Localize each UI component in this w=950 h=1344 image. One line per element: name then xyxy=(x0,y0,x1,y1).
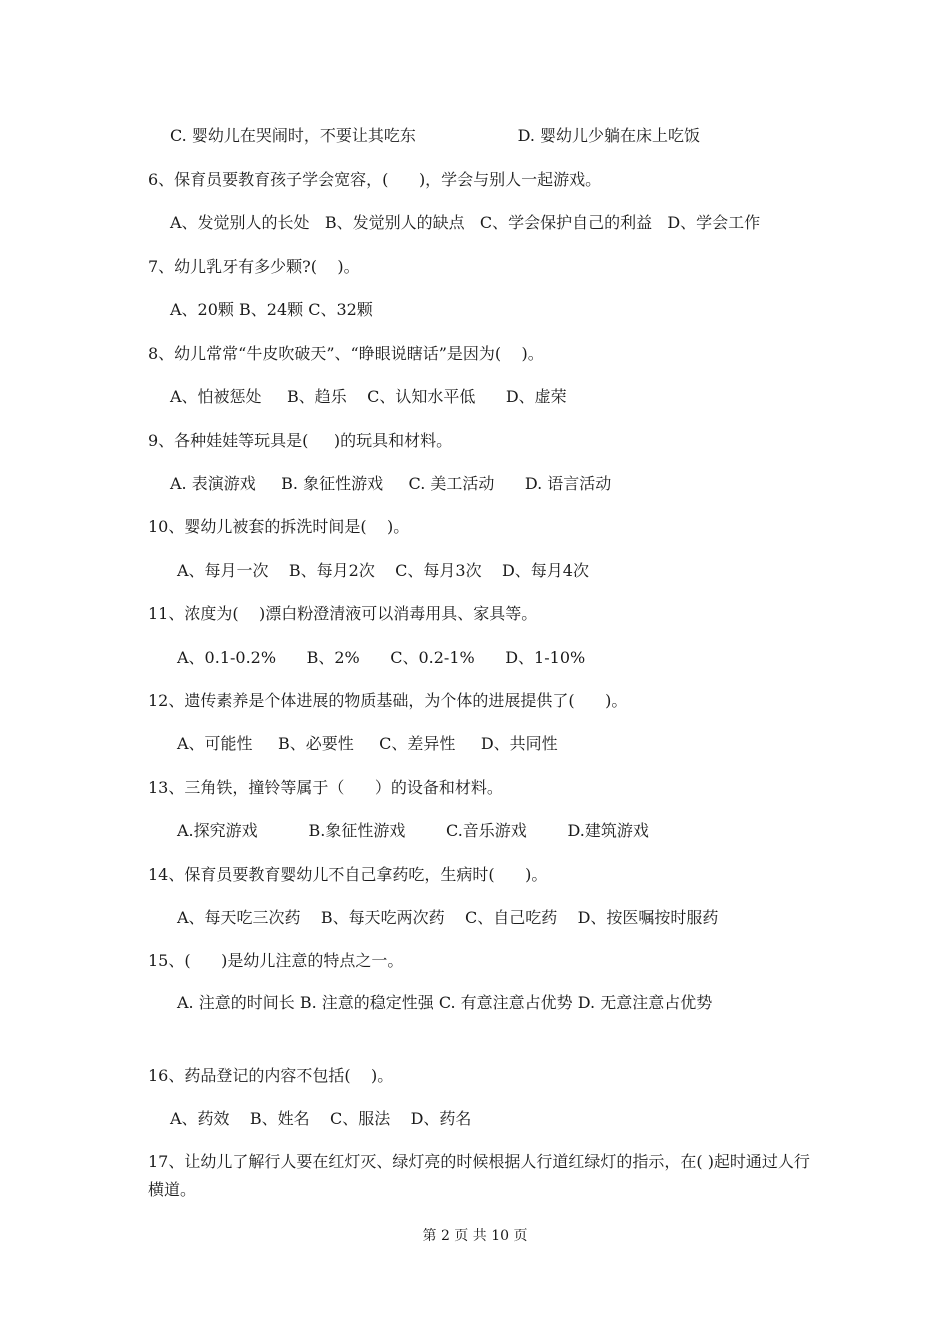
question-5-options-cd: C. 婴幼儿在哭闹时，不要让其吃东 D. 婴幼儿少躺在床上吃饭 xyxy=(170,126,700,145)
question-12-options: A、可能性 B、必要性 C、差异性 D、共同性 xyxy=(177,734,558,753)
question-7-options: A、20颗 B、24颗 C、32颗 xyxy=(170,300,373,319)
question-6: 6、保育员要教育孩子学会宽容，( )，学会与别人一起游戏。 xyxy=(148,170,602,189)
question-13: 13、三角铁，撞铃等属于（ ）的设备和材料。 xyxy=(148,778,503,797)
question-11-options: A、0.1-0.2% B、2% C、0.2-1% D、1-10% xyxy=(177,648,586,667)
question-8-options: A、怕被惩处 B、趋乐 C、认知水平低 D、虚荣 xyxy=(170,387,567,406)
question-7: 7、幼儿乳牙有多少颗?( )。 xyxy=(148,257,360,276)
question-10: 10、婴幼儿被套的拆洗时间是( )。 xyxy=(148,517,410,536)
question-9-options: A. 表演游戏 B. 象征性游戏 C. 美工活动 D. 语言活动 xyxy=(170,474,612,493)
question-11: 11、浓度为( )漂白粉澄清液可以消毒用具、家具等。 xyxy=(148,604,538,623)
question-14: 14、保育员要教育婴幼儿不自己拿药吃，生病时( )。 xyxy=(148,865,548,884)
question-15-options: A. 注意的时间长 B. 注意的稳定性强 C. 有意注意占优势 D. 无意注意占优势 xyxy=(177,993,713,1012)
question-17: 17、让幼儿了解行人要在红灯灭、绿灯亮的时候根据人行道红绿灯的指示，在( )起时通过人行横道。 xyxy=(148,1152,810,1199)
question-6-options: A、发觉别人的长处 B、发觉别人的缺点 C、学会保护自己的利益 D、学会工作 xyxy=(170,213,761,232)
question-12: 12、遗传素养是个体进展的物质基础，为个体的进展提供了( )。 xyxy=(148,691,628,710)
question-9: 9、各种娃娃等玩具是( )的玩具和材料。 xyxy=(148,431,453,450)
question-8: 8、幼儿常常“牛皮吹破天”、“睁眼说瞎话”是因为( )。 xyxy=(148,344,544,363)
question-16-options: A、药效 B、姓名 C、服法 D、药名 xyxy=(170,1109,472,1128)
question-10-options: A、每月一次 B、每月2次 C、每月3次 D、每月4次 xyxy=(177,561,589,580)
page-footer: 第 2 页 共 10 页 xyxy=(422,1228,528,1244)
question-16: 16、药品登记的内容不包括( )。 xyxy=(148,1066,394,1085)
question-13-options: A.探究游戏 B.象征性游戏 C.音乐游戏 D.建筑游戏 xyxy=(177,821,649,840)
question-14-options: A、每天吃三次药 B、每天吃两次药 C、自己吃药 D、按医嘱按时服药 xyxy=(177,908,719,927)
question-15: 15、( )是幼儿注意的特点之一。 xyxy=(148,951,404,970)
